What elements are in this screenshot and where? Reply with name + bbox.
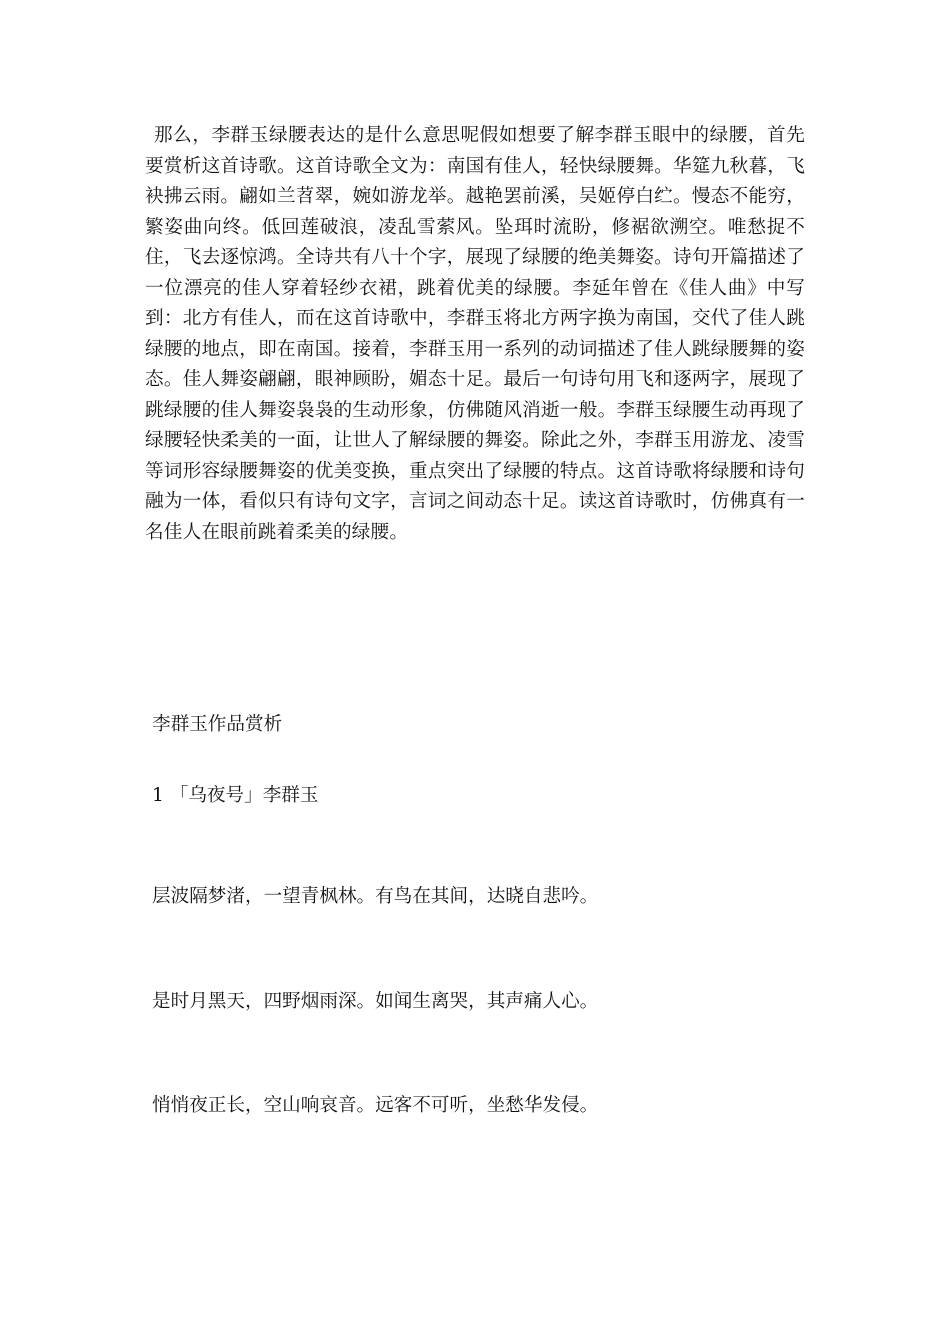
poem-line: 层波隔梦渚，一望青枫林。有鸟在其间，达晓自悲吟。 [152,886,599,907]
intro-paragraph: 那么，李群玉绿腰表达的是什么意思呢假如想要了解李群玉眼中的绿腰，首先要赏析这首诗歌。这首诗歌全文为：南国有佳人，轻快绿腰舞。华筵九秋暮，飞袂拂云雨。翩如兰苕翠，婉如游龙举。越艳罢前溪，吴姬停白纻。慢态不能穷，繁姿曲向终。低回莲破浪，凌乱雪萦风。坠珥时流盼，修裾欲溯空。唯愁捉不住，飞去逐惊鸿。全诗共有八十个字，展现了绿腰的绝美舞姿。诗句开篇描述了一位漂亮的佳人穿着轻纱衣裙，跳着优美的绿腰。李延年曾在《佳人曲》中写到：北方有佳人，而在这首诗歌中，李群玉将北方两字换为南国，交代了佳人跳绿腰的地点，即在南国。接着，李群玉用一系列的动词描述了佳人跳绿腰舞的姿态。佳人舞姿翩翩，眼神顾盼，媚态十足。最后一句诗句用飞和逐两字，展现了跳绿腰的佳人舞姿袅袅的生动形象，仿佛随风消逝一般。李群玉绿腰生动再现了绿腰轻快柔美的一面，让世人了解绿腰的舞姿。除此之外，李群玉用游龙、凌雪等词形容绿腰舞姿的优美变换，重点突出了绿腰的特点。这首诗歌将绿腰和诗句融为一体，看似只有诗句文字，言词之间动态十足。读这首诗歌时，仿佛真有一名佳人在眼前跳着柔美的绿腰。 [145,125,805,543]
poem-line: 是时月黑天，四野烟雨深。如闻生离哭，其声痛人心。 [152,991,599,1012]
poem-line: 悄悄夜正长，空山响哀音。远客不可听，坐愁华发侵。 [152,1095,599,1116]
section-title: 李群玉作品赏析 [152,714,283,735]
poem-heading: 1 「乌夜号」李群玉 [152,785,319,806]
